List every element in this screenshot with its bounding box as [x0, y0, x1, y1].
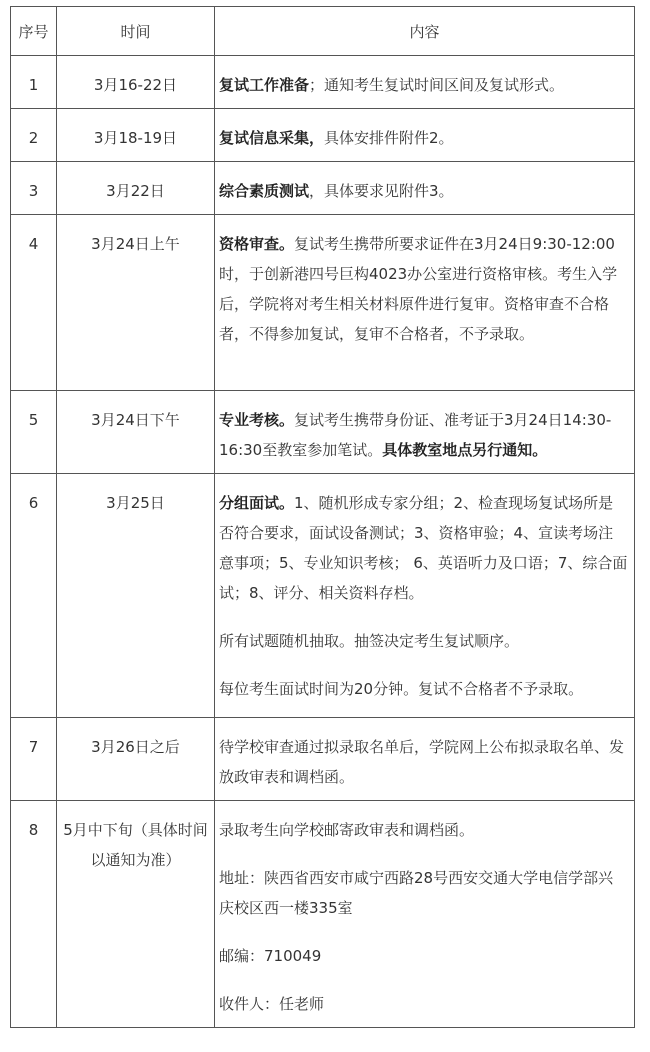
- content-paragraph: [219, 815, 628, 845]
- table-header-row: [11, 7, 635, 56]
- content-bold-lead: 综合素质测试: [219, 182, 310, 200]
- header-index: 序号: [11, 7, 57, 56]
- table-row: [11, 162, 635, 215]
- table-row: [11, 801, 635, 1028]
- row-content: [215, 474, 635, 718]
- row-content: [215, 162, 635, 215]
- row-time: 3月18-19日: [57, 109, 215, 162]
- row-index: 4: [11, 215, 57, 391]
- content-bold-lead: 复试工作准备: [219, 76, 310, 94]
- table-row: [11, 215, 635, 391]
- row-index: 1: [11, 56, 57, 109]
- content-paragraph: [219, 176, 628, 206]
- content-bold-lead: 专业考核。: [219, 411, 295, 429]
- content-paragraph: [219, 405, 628, 465]
- content-paragraph: [219, 989, 628, 1019]
- table-row: [11, 474, 635, 718]
- row-time: 3月25日: [57, 474, 215, 718]
- table-row: [11, 56, 635, 109]
- row-index: 5: [11, 391, 57, 474]
- content-text: 具体安排件附件2。: [324, 129, 454, 147]
- content-text: 待学校审查通过拟录取名单后，学院网上公布拟录取名单、发放政审表和调档函。: [219, 738, 625, 786]
- content-text: 1、随机形成专家分组；2、检查现场复试场所是否符合要求，面试设备测试；3、资格审验；4、宣读考场注意事项；5、专业知识考核； 6、英语听力及口语；7、综合面试；8、评分、相关资料存档。: [219, 494, 628, 602]
- row-content: [215, 718, 635, 801]
- row-time: 3月16-22日: [57, 56, 215, 109]
- content-text: ；通知考生复试时间区间及复试形式。: [309, 76, 565, 94]
- table-row: [11, 718, 635, 801]
- content-text: 复试考生携带所要求证件在3月24日9:30-12:00时，于创新港四号巨构4023办公室进行资格审核。考生入学后，学院将对考生相关材料原件进行复审。资格审查不合格者，不得参加复试，复审不合格者，不予录取。: [219, 235, 618, 343]
- content-paragraph: [219, 70, 628, 100]
- row-content: [215, 109, 635, 162]
- row-index: 8: [11, 801, 57, 1028]
- content-paragraph: [219, 123, 628, 153]
- content-text: 所有试题随机抽取。抽签决定考生复试顺序。: [219, 632, 520, 650]
- content-paragraph: [219, 863, 628, 923]
- schedule-table: [10, 6, 635, 1028]
- content-text: 录取考生向学校邮寄政审表和调档函。: [219, 821, 475, 839]
- content-bold-lead: 复试信息采集，: [219, 129, 325, 147]
- row-time: 3月26日之后: [57, 718, 215, 801]
- content-paragraph: [219, 674, 628, 704]
- row-time: 3月22日: [57, 162, 215, 215]
- content-bold-lead: 资格审查。: [219, 235, 295, 253]
- content-paragraph: [219, 229, 628, 349]
- content-paragraph: [219, 941, 628, 971]
- header-time: 时间: [57, 7, 215, 56]
- row-time: 3月24日下午: [57, 391, 215, 474]
- row-content: [215, 801, 635, 1028]
- row-content: [215, 215, 635, 391]
- row-index: 6: [11, 474, 57, 718]
- content-text: 邮编：710049: [219, 947, 322, 965]
- row-content: [215, 56, 635, 109]
- header-content: 内容: [215, 7, 635, 56]
- row-index: 7: [11, 718, 57, 801]
- content-text: 复试考生携带身份证、准考证于3月24日14:30-16:30至教室参加笔试。: [219, 411, 612, 459]
- schedule-table-wrapper: [10, 6, 634, 1028]
- row-index: 2: [11, 109, 57, 162]
- content-paragraph: [219, 488, 628, 608]
- content-text: 地址：陕西省西安市咸宁西路28号西安交通大学电信学部兴庆校区西一楼335室: [219, 869, 614, 917]
- content-bold-lead: 分组面试。: [219, 494, 295, 512]
- row-index: 3: [11, 162, 57, 215]
- table-row: [11, 109, 635, 162]
- row-time: 5月中下旬（具体时间以通知为准）: [57, 801, 215, 1028]
- content-text: 收件人：任老师: [219, 995, 325, 1013]
- row-time: 3月24日上午: [57, 215, 215, 391]
- content-bold-tail: 具体教室地点另行通知。: [382, 441, 548, 459]
- content-paragraph: [219, 626, 628, 656]
- row-content: [215, 391, 635, 474]
- table-row: [11, 391, 635, 474]
- content-text: 每位考生面试时间为20分钟。复试不合格者不予录取。: [219, 680, 584, 698]
- content-text: ，具体要求见附件3。: [309, 182, 454, 200]
- content-paragraph: [219, 732, 628, 792]
